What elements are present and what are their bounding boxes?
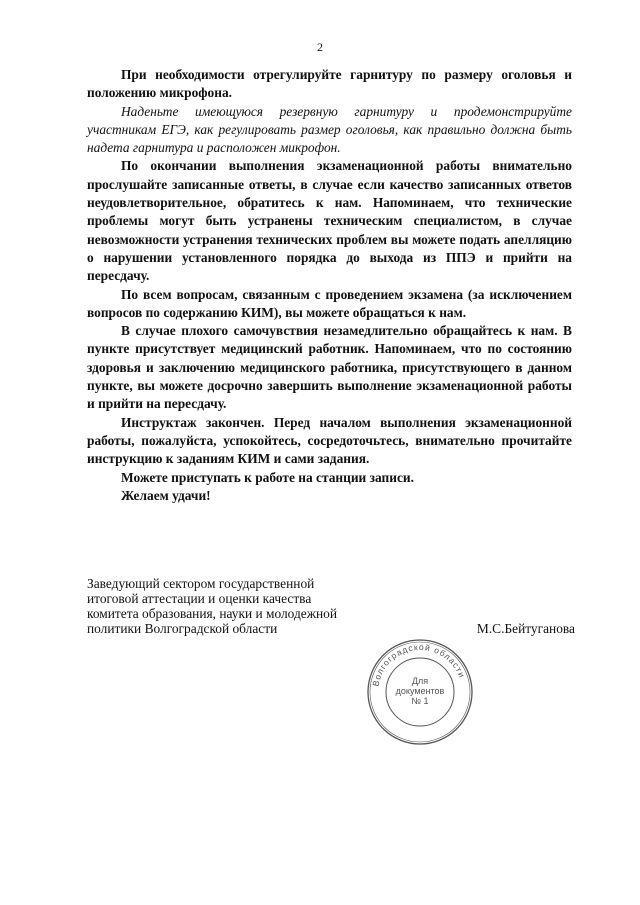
paragraph-health: В случае плохого самочувствия незамедлительно обращайтесь к нам. В пункте присутствует медицинский работник. Напоминаем, что по состоянию здоровья и заключению медицинского работника, присутствующего в данном пункте, вы можете досрочно завершить выполнение экзаменационной работы и прийти на пересдачу. (87, 323, 572, 412)
stamp-line: Для (411, 676, 429, 686)
paragraph-demo-note: Наденьте имеющуюся резервную гарнитуру и продемонстрируйте участникам ЕГЭ, как регулировать размер оголовья, как правильно должна быть надета гарнитура и расположен микрофон. (87, 103, 572, 156)
paragraph-good-luck: Желаем удачи! (121, 487, 211, 503)
signatory-name: М.С.Бейтуганова (476, 621, 575, 636)
paragraph-start-work: Можете приступать к работе на станции записи. (121, 469, 414, 485)
page-number: 2 (317, 40, 323, 54)
position-line: комитета образования, науки и молодежной (87, 606, 338, 621)
paragraph-briefing-end: Инструктаж закончен. Перед началом выполнения экзаменационной работы, пожалуйста, успокойтесь, сосредоточьтесь, внимательно прочитайте инструкцию к заданиям КИМ и сами задания. (87, 414, 572, 467)
stamp-line: документов (395, 686, 445, 696)
paragraph-headset-adjust: При необходимости отрегулируйте гарнитуру по размеру оголовья и положению микрофона. (87, 67, 572, 101)
stamp-inner-text (389, 676, 451, 706)
stamp-line: № 1 (411, 696, 429, 706)
position-line: политики Волгоградской области (87, 621, 278, 636)
instruction-body (87, 66, 572, 505)
position-line: Заведующий сектором государственной (87, 576, 315, 591)
paragraph-check-recordings: По окончании выполнения экзаменационной работы внимательно прослушайте записанные ответы, в случае если качество записанных ответов неудовлетворительное, обратитесь к нам. Напоминаем, что технические проблемы могут быть устранены техническим специалистом, в случае невозможности устранения технических проблем вы можете подать апелляцию о нарушении установленного порядка до выхода из ППЭ и прийти на пересдачу. (87, 158, 572, 284)
paragraph-questions: По всем вопросам, связанным с проведением экзамена (за исключением вопросов по содержанию КИМ), вы можете обращаться к нам. (87, 286, 572, 320)
stamp-ring-text: Волгоградской области (370, 641, 468, 688)
official-stamp (365, 637, 475, 747)
position-line: итоговой аттестации и оценки качества (87, 591, 312, 606)
signature-block (87, 576, 577, 636)
